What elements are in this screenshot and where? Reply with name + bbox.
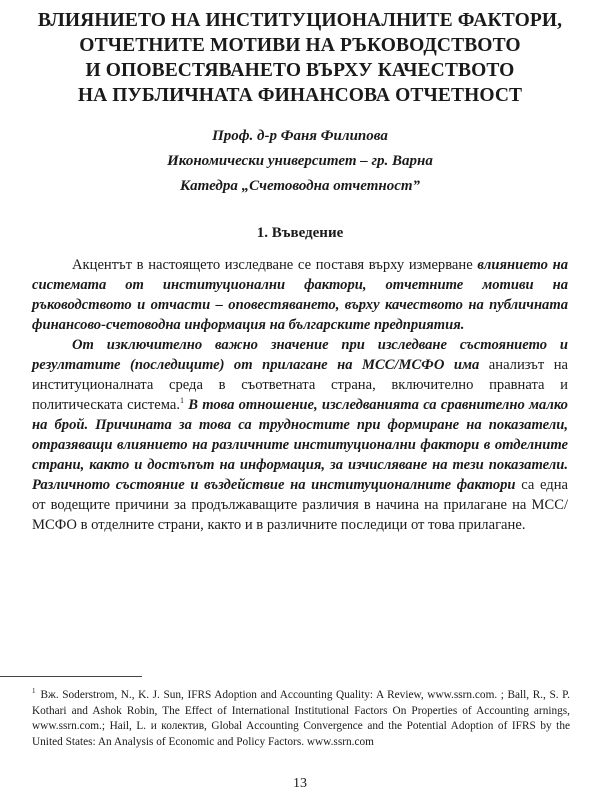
- footnote-mark: 1: [32, 687, 36, 696]
- footnote: [32, 688, 570, 750]
- footnote-text: Вж. Soderstrom, N., K. J. Sun, IFRS Adoption and Accounting Quality: A Review, www.ssrn.com. ; Ball, R., S. P. Kothari and Ashok Robin, The Effect of International Institutional Factors On Properties of Accounting arnings, www.ssrn.com.; Hail, L. и колектив, Global Accounting Convergence and the Potential Adoption of IFRS by the United States: An Analysis of Economic and Policy Factors. www.ssrn.com: [32, 689, 570, 748]
- section-heading: 1. Въведение: [256, 225, 344, 241]
- paragraph-2-plain-mid: анализът на институционалната среда в съответната страна, включително правната и политическата система.: [32, 357, 569, 413]
- author-block: [32, 124, 568, 199]
- page-number: 13: [293, 776, 307, 791]
- author-name: Проф. д-р Фаня Филипова: [212, 128, 388, 144]
- body-text: [32, 255, 568, 535]
- title-line: ОТЧЕТНИТЕ МОТИВИ НА РЪКОВОДСТВОТО: [79, 35, 521, 56]
- author-department: Катедра „Счетоводна отчетност”: [179, 178, 421, 194]
- paragraph-1-emphasis: влиянието на системата от институционални фактори, отчетните мотиви на ръководството и отчасти – оповестяването, върху качеството на публичната финансово-счетоводна информация на българските предприятия.: [32, 257, 569, 333]
- title-line: НА ПУБЛИЧНАТА ФИНАНСОВА ОТЧЕТНОСТ: [77, 85, 523, 106]
- paper-title: [32, 0, 568, 108]
- paragraph-1-plain: Акцентът в настоящето изследване се поставя върху измерване: [72, 257, 478, 273]
- title-line: И ОПОВЕСТЯВАНЕТО ВЪРХУ КАЧЕСТВОТО: [85, 60, 515, 81]
- footnote-reference[interactable]: 1: [179, 396, 184, 406]
- title-line: ВЛИЯНИЕТО НА ИНСТИТУЦИОНАЛНИТЕ ФАКТОРИ,: [37, 10, 563, 31]
- paragraph-2: [32, 335, 568, 535]
- footnote-divider: [0, 676, 142, 677]
- paragraph-2-emphasis-start: От изключително важно значение при изследване състоянието и резултатите (последиците) от прилагане на МСС/МСФО има: [32, 337, 568, 373]
- paragraph-1: [32, 255, 568, 335]
- paragraph-2-emphasis-mid: В това отношение, изследванията са сравнително малко на брой. Причината за това са трудностите при формиране на показатели, отразяващи влиянието на различните институционални фактори в отделните страни, както и достъпът на информация, за изчисляване на тези показатели. Различното състояние и въздействие на институционалните фактори: [32, 397, 568, 493]
- author-university: Икономически университет – гр. Варна: [167, 153, 433, 169]
- paragraph-2-plain-end: са една от водещите причини за продължаващите различия в начина на прилагане на МСС/МСФО в отделните страни, както и в различните последици от това прилагане.: [32, 477, 569, 533]
